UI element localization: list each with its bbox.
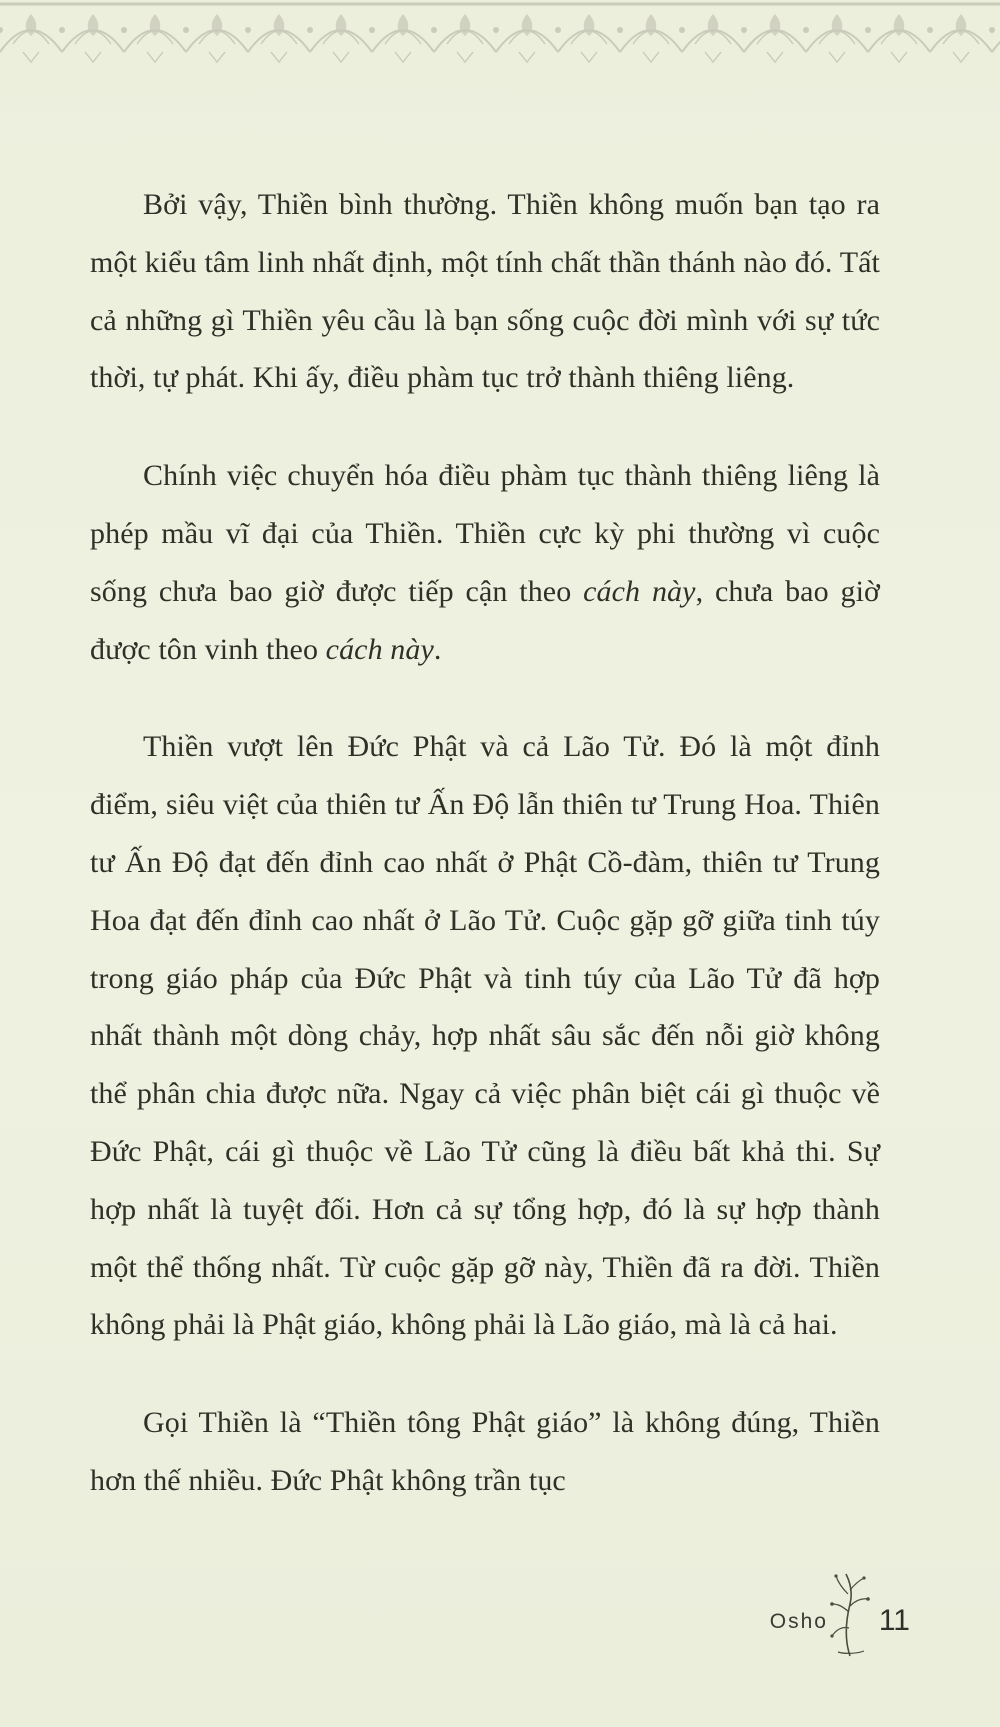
paragraph-text: Chính việc chuyển hóa điều phàm tục thành thiêng liêng là phép mầu vĩ đại của Thiền. Thiền cực kỳ phi thường vì cuộc sống chưa bao giờ được tiếp cận theo	[90, 459, 880, 608]
branch-sprig-icon	[820, 1568, 880, 1658]
lace-border-icon	[0, 0, 1000, 70]
running-footer	[710, 1568, 910, 1658]
body-text	[90, 176, 880, 1550]
emphasis-text: cách này	[583, 574, 696, 608]
paragraph-text: , chưa bao giờ được tôn vinh theo	[90, 574, 880, 666]
paragraph-text: Thiền vượt lên Đức Phật và cả Lão Tử. Đó là một đỉnh điểm, siêu việt của thiên tư Ấn Độ lẫn thiên tư Trung Hoa. Thiên tư Ấn Độ đạt đến đỉnh cao nhất ở Phật Cồ-đàm, thiên tư Trung Hoa đạt đến đỉnh cao nhất ở Lão Tử. Cuộc gặp gỡ giữa tinh túy trong giáo pháp của Đức Phật và tinh túy của Lão Tử đã hợp nhất thành một dòng chảy, hợp nhất sâu sắc đến nỗi giờ không thể phân chia được nữa. Ngay cả việc phân biệt cái gì thuộc về Đức Phật, cái gì thuộc về Lão Tử cũng là điều bất khả thi. Sự hợp nhất là tuyệt đối. Hơn cả sự tổng hợp, đó là sự hợp thành một thể thống nhất. Từ cuộc gặp gỡ này, Thiền đã ra đời. Thiền không phải là Phật giáo, không phải là Lão giáo, mà là cả hai.	[90, 730, 880, 1342]
footer-author: Osho	[769, 1610, 828, 1633]
paragraph-text: Bởi vậy, Thiền bình thường. Thiền không muốn bạn tạo ra một kiểu tâm linh nhất định, một tính chất thần thánh nào đó. Tất cả những gì Thiền yêu cầu là bạn sống cuộc đời mình với sự tức thời, tự phát. Khi ấy, điều phàm tục trở thành thiêng liêng.	[90, 188, 880, 395]
paragraph	[90, 718, 880, 1354]
paragraph	[90, 176, 880, 407]
paragraph	[90, 447, 880, 678]
paragraph-text: Gọi Thiền là “Thiền tông Phật giáo” là không đúng, Thiền hơn thế nhiều. Đức Phật không trần tục	[90, 1406, 880, 1497]
emphasis-text: cách này	[325, 632, 434, 666]
paragraph-text: .	[433, 632, 442, 666]
paragraph	[90, 1394, 880, 1510]
page-number: 11	[878, 1604, 910, 1637]
